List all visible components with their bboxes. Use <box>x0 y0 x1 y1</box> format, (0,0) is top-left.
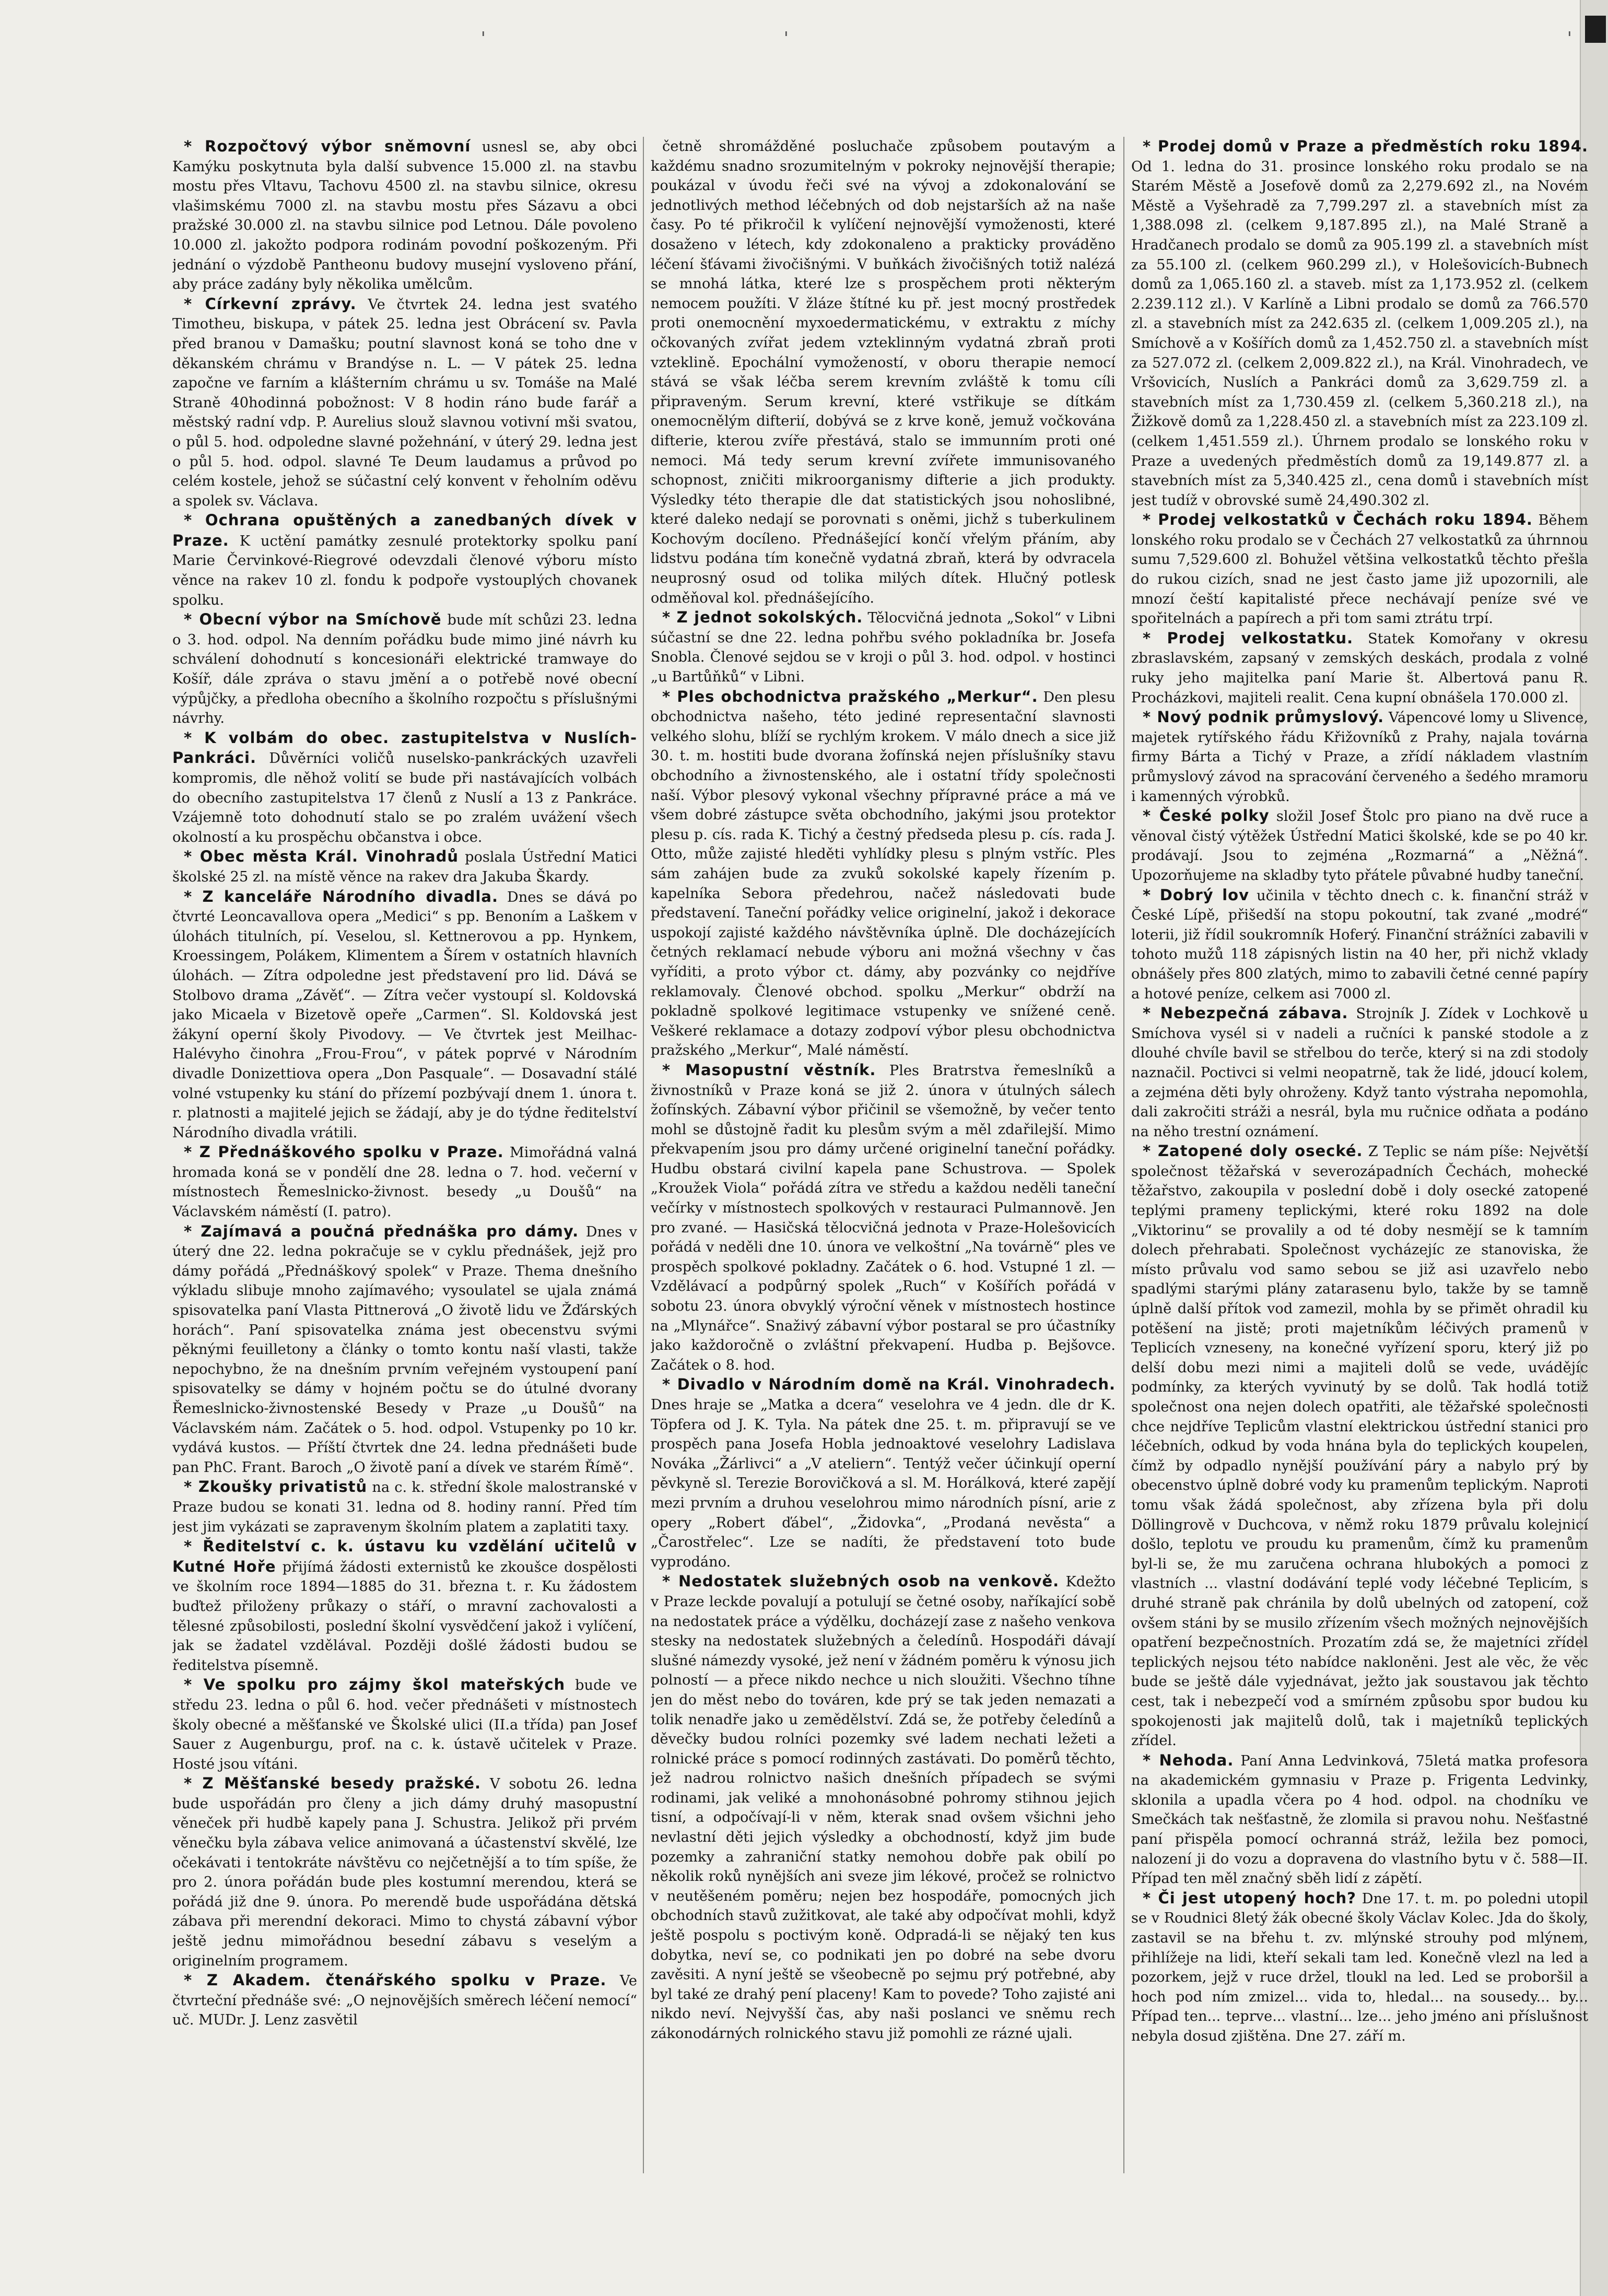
fold-mark: ˈ <box>783 28 789 51</box>
article-body: Dnes v úterý dne 22. ledna pokračuje se v cyklu přednášek, jejž pro dámy pořádá „Přednáškový spolek“ v Praze. Thema dnešního výkladu slibuje mnoho zajímavého; vysoulatel se ujala známá spisovatelka paní Vlasta Pittnerová „O životě lidu ve Žďárských horách“. Paní spisovatelka známa jest obecenstvu svými pěknými feuilletony a články o tomto kontu naší vlasti, takže nepochybno, že na dnešním prvním veřejném vystoupení paní spisovatelky se dámy v hojném počtu se do útulné dvorany Řemeslnicko-živnostenské Besedy v Praze „u Doušů“ na Václavském nám. Začátek o 5. hod. odpol. Vstupenky po 10 kr. vydává kustos. — Příští čtvrtek dne 24. ledna přednášeti bude pan PhC. Frant. Baroch „O životě paní a dívek ve starém Římě“. <box>172 1223 637 1476</box>
article-headline: * Prodej velkostatku. <box>1143 629 1354 647</box>
article-body: Kdežto v Praze leckde povalují a potulují se četné osoby, naříkající sobě na nedostatek práce a výdělku, docházejí zase z našeho venkova stesky na nedostatek služebných a čeledínů. Hospodáři dávají slušné námezdy vysoké, jež není v žádném poměru k výnosu jich polností — a přece nikdo nechce u nich sloužiti. Všechno tíhne jen do měst nebo do továren, kde prý se tak jeden nemazati a tolik nenadře jako u zemědělství. Zdá se, že potřeby čeledínů a děvečky budou rolníci pozemky své ladem nechati ležeti a rolnické práce s pomocí rodinných zastávati. Do poměrů těchto, jež nadrou rolnictvo našich dnešních případech se svými rodinami, jak veliké a mnohonásobné pohromy stihnou jejich tisní, a odpočívají-li v něm, kterak snad ovšem všichni jeho nevlastní děti jejich výsledky a obchodností, když jim bude pozemky a zahraniční statky nemohou dobře pak obilí po několik roků nynějších ani sveze jim lékové, pročež se rolnictvo v neutěšeném poměru; nejen bez hospodáře, pomocných jich obchodních stavů zužitkovat, ale také aby odpočívat mohli, když ještě pospolu s poctivým koně. Odpradá-li se nějaký ten kus dobytka, neví se, co podnikati jen po dobré na sebe dvoru zavěsiti. A nyní ještě se všeobecně po sejmu prý potřebné, aby byl také ze drahý pení placeny! Kam to povede? Toho zajisté ani nikdo neví. Nejvyšší čas, aby naši poslanci ve sněmu rech zákonodárných rolnického stavu již pomohli ze rázné ujali. <box>651 1574 1116 2042</box>
article-body: na c. k. střední škole malostranské v Praze budou se konati 31. ledna od 8. hodiny ranní. Před tím jest jim vykázati se zapravenym školním platem a zaplatiti taxy. <box>172 1479 637 1535</box>
article-body: Statek Komořany v okresu zbraslavském, zapsaný v zemských deskách, prodala z volné ruky jeho majitelka paní Marie št. Albertová panu R. Procházkovi, majiteli realit. Cena kupní obnášela 170.000 zl. <box>1131 630 1588 706</box>
article-headline: * Obecní výbor na Smíchově <box>184 610 442 629</box>
article-headline: * Z kanceláře Národního divadla. <box>184 887 498 905</box>
article-body: Ve čtvrteční přednáše své: „O nejnovějších směrech léčení nemocí“ uč. MUDr. J. Lenz zasvětil <box>172 1973 637 2029</box>
article <box>172 847 637 887</box>
article-body: přijímá žádosti externistů ke zkoušce dospělosti ve školním roce 1894—1885 do 31. března t. r. Ku žádostem buďtež přiloženy průkazy o stáří, o mravní zachovalosti a tělesné způsobilosti, poslední školní vysvědčení jakož i vylíčení, jak se žadatel vzdělával. Později došlé žádosti budou se ředitelstva písemně. <box>172 1559 637 1674</box>
article-body: Tělocvičná jednota „Sokol“ v Libni súčastní se dne 22. ledna pohřbu svého pokladníka br. Josefa Snobla. Členové sejdou se v kroji o půl 3. hod. odpol. v hostinci „u Bartůňků“ v Libni. <box>651 610 1116 686</box>
article <box>172 1774 637 1971</box>
article-body: Ve čtvrtek 24. ledna jest svatého Timotheu, biskupa, v pátek 25. ledna jest Obrácení sv. Pavla před branou v Damašku; poutní slavnost koná se toho dne v děkanském chrámu v Brandýse n. L. — V pátek 25. ledna započne ve farním a klášterním chrámu u sv. Tomáše na Malé Straně 40hodinná pobožnost: V 8 hodin ráno bude farář a městský radní vdp. P. Aurelius slouž slavnou votivní mši svatou, o půl 5. hod. odpoledne slavné požehnání, v úterý 29. ledna jest o půl 5. hod. odpol. slavné Te Deum laudamus a průvod po celém kostele, jehož se súčastní celý konvent v řeholním oděvu a spolek sv. Václava. <box>172 296 637 509</box>
article-headline: * Ochrana opuštěných a zanedbaných dívek v Praze. <box>172 511 637 549</box>
article <box>1131 629 1588 708</box>
article <box>1131 708 1588 806</box>
article <box>172 887 637 1143</box>
article-headline: * Z jednot sokolských. <box>662 608 863 627</box>
column-rule <box>1123 137 1124 2173</box>
fold-mark: ˈ <box>480 28 486 51</box>
article-headline: * Nedostatek služebných osob na venkově. <box>662 1572 1060 1591</box>
article-headline: * Zatopené doly osecké. <box>1143 1142 1363 1160</box>
article-headline: * Dobrý lov <box>1143 886 1249 904</box>
article-headline: * Či jest utopený hoch? <box>1143 1889 1356 1907</box>
article-body: Dnes hraje se „Matka a dcera“ veselohra ve 4 jedn. dle dr K. Töpfera od J. K. Tyla. Na pátek dne 25. t. m. připravují se ve prospěch pana Josefa Hobla jednoaktové veselohry Ladislava Nováka „Žárlivci“ a „V ateliern“. Tentýž večer účinkují operní pěvkyně sl. Terezie Borovičková a sl. M. Horálková, které zapějí mezi prvním a druhou veselohrou mimo národních písní, arie z opery „Robert ďábel“, „Židovka“, „Prodaná nevěsta“ a „Čarostřelec“. Lze se nadíti, že představení toto bude vyprodáno. <box>651 1397 1116 1570</box>
article <box>1131 1004 1588 1141</box>
article-body: bude ve středu 23. ledna o půl 6. hod. večer přednášeti v místnostech školy obecné a měšťanské ve Školské ulici (II.a třída) pan Josef Sauer z Augenburgu, prof. na c. k. ústavě učitelek v Praze. Hosté jsou vítáni. <box>172 1677 637 1772</box>
article-body: Vápencové lomy u Slivence, majetek rytířského řádu Křižovníků z Prahy, najala továrna firmy Bárta a Tichý v Praze, a zřídí nákladem vlastním průmyslový závod na spracování červeného a šedého mramoru i kamenných výrobků. <box>1131 710 1588 805</box>
article <box>172 295 637 511</box>
article-headline: * Prodej velkostatků v Čechách roku 1894. <box>1143 511 1533 529</box>
article-body: usnesl se, aby obci Kamýku poskytnuta byla další subvence 15.000 zl. na stavbu mostu přes Vltavu, Tachovu 4500 zl. na stavbu silnice, okresu vlašimskému 7000 zl. na stavbu mostu přes Sázavu a obci pražské 30.000 zl. na stavbu silnice pod Letnou. Dále povoleno 10.000 zl. jakožto podpora rodinám povodní poškozeným. Při jednání o výzdobě Pantheonu budovy musejní vysloveno přání, aby práce zadány byly několika umělcům. <box>172 139 637 293</box>
article <box>172 1143 637 1221</box>
article-body: učinila v těchto dnech c. k. finanční stráž v České Lípě, přišedší na stopu pokoutní, tak zvané „modré“ loterii, již řídil soukromník Hoferý. Finanční strážníci zabavili v tohoto mužů 118 zápisných listin na 40 her, při nichž vklady obnášely přes 800 zlatých, mimo to zabavili četné cenné papíry a hotové peníze, celkem asi 7000 zl. <box>1131 887 1588 1002</box>
article-headline: * Nehoda. <box>1143 1751 1234 1769</box>
article-body: četně shromážděné posluchače způsobem poutavým a každému snadno srozumitelným v pokroky nejnovější therapie; poukázal v úvodu řeči své na vývoj a zdokonalování se jednotlivých method léčebných od dob nejstarších až na naše časy. Po té přikročil k vylíčení nejnovější vymoženosti, které dosaženo v létech, kdy zdokonaleno a prakticky prováděno léčení šťávami živočišnými. V buňkách živočišných totiž nalézá se mnohá látka, které lze s prospěchem proti některým nemocem použíti. V žláze štítné ku př. jest mocný prostředek proti onemocnění myxoedermatickému, v extraktu z míchy očkovaných zvířat jedem vzteklinným vydatná zbraň proti vzteklině. Epochální vymožeností, v oboru therapie nemocí stává se však léčba serem krevním zvláště k tomu cíli připraveným. Serum krevní, které vstřikuje se dítkám onemocnělým difterií, dobývá se z krve koně, jemuž vočkována difterie, kterou zvíře přestává, stalo se immunním proti oné nemoci. Má tedy serum krevní zvířete immunisovaného schopnost, zničiti mikroorganismy difterie a jich produkty. Výsledky této therapie dle dat statistických jsou nohoslibné, které daleko nedají se porovnati s oněmi, jichž s tuberkulinem Kochovým docíleno. Přednášející končí vřelým přáním, aby lidstvu podána tím konečně vydatná zbraň, která by odvracela neuprosný osud od tolika milých dítek. Hlučný potlesk odměňoval kol. přednášejícího. <box>651 138 1116 606</box>
article <box>651 1375 1116 1572</box>
article-headline: * Z Měšťanské besedy pražské. <box>184 1774 481 1793</box>
article <box>1131 1889 1588 2046</box>
article-body: Mimořádná valná hromada koná se v pondělí dne 28. ledna o 7. hod. večerní v místnostech Řemeslnicko-živnost. besedy „u Doušů“ na Václavském náměstí (I. patro). <box>172 1145 637 1220</box>
article-body: Paní Anna Ledvinková, 75letá matka profesora na akademickém gymnasiu v Praze p. Frigenta Ledvinky, sklonila a upadla včera po 4 hod. odpol. na chodníku ve Smečkách tak nešťastně, že zlomila si pravou nohu. Nešťastné paní přispěla pomocí ochranná stráž, ležila bez pomoci, nalození ji do vozu a dopravena do vlastního bytu v č. 588—II. Případ ten měl značný sběh lidí z zápětí. <box>1131 1752 1588 1887</box>
article <box>1131 1751 1588 1889</box>
article-headline: * Prodej domů v Praze a předměstích roku 1894. <box>1143 137 1588 155</box>
article-body: Během lonského roku prodalo se v Čechách 27 velkostatků za úhrnnou sumu 7,529.600 zl. Bohužel většina velkostatků těchto přešla do rukou cizích, snad ne jest často jame již upozornili, ale mnozí čeští kapitalisté přece nechávají peníze své ve spořitelnách a papírech a při tom sami ztrátu trpí. <box>1131 512 1588 627</box>
article-headline: * Ples obchodnictva pražského „Merkur“. <box>662 687 1038 705</box>
article-headline: * Zajímavá a poučná přednáška pro dámy. <box>184 1222 579 1240</box>
article-body: Den plesu obchodnictva našeho, této jediné representační slavnosti velkého slohu, blíží se rychlým krokem. V málo dnech a sice již 30. t. m. hostiti bude dvorana žofínská nejen příslušníky stavu obchodního a živnostenského, ale i ostatní třídy společnosti naší. Výbor plesový vykonal všechny přípravné práce a má ve všem dobré zástupce světa obchodního, jakými jsou protektor plesu p. cís. rada K. Tichý a čestný předseda plesu p. cís. rada J. Otto, může zajisté hleděti vyhlídky plesu s plným vstříc. Ples sám zahájen bude za zvuků sokolské kapely řízením p. kapelníka Sebora předehrou, načež následovati bude představení. Taneční pořádky velice originelní, jakož i dekorace uspokojí zajisté každého návštěvníka úplně. Dle docházejících četných reklamací nebude výboru ani možná všechny v čas vyříditi, a proto výbor ct. dámy, aby pozvánky co nejdříve reklamovaly. Členové obchod. spolku „Merkur“ obdrží na pokladně spolkové legitimace vstupenky ve snížené ceně. Veškeré reklamace a dotazy zodpoví výbor plesu obchodnictva pražského „Merkur“, Malé náměstí. <box>651 689 1116 1059</box>
article-headline: * Masopustní věstník. <box>662 1061 876 1079</box>
article-headline: * Zkoušky privatistů <box>184 1478 368 1496</box>
article-body: Dnes se dává po čtvrté Leoncavallova opera „Medici“ s pp. Benoním a Laškem v úlohách titulních, pí. Veselou, sl. Kettnerovou a pp. Hynkem, Kroessingem, Polákem, Klimentem a Šírem v ostatních hlavních úlohách. — Zítra odpoledne jest představení pro lid. Dává se Stolbovo drama „Závěť“. — Zítra večer vystoupí sl. Koldovská jako Micaela v Bizetově opeře „Carmen“. Sl. Koldovská jest žákyní operní školy Pivodovy. — Ve čtvrtek jest Meilhac-Halévyho činohra „Frou-Frou“, v pátek poprvé v Národním divadle Donizettiova opera „Don Pasquale“. — Dosavadní stálé volné vstupenky ku stání do přízemí pozbývají dnem 1. února t. r. platnosti a majitelé jejich se žádají, aby je do týdne ředitelství Národního divadla vrátili. <box>172 889 637 1141</box>
article-headline: * Obec města Král. Vinohradů <box>184 847 459 866</box>
article <box>651 1572 1116 2043</box>
article <box>1131 886 1588 1004</box>
article-body: složil Josef Štolc pro piano na dvě ruce a věnoval čistý výtěžek Ústřední Matici školské, kde se po 40 kr. prodávají. Jsou to zejména „Rozmarná“ a „Něžná“. Upozorňujeme na skladby tyto přátele půvabné hudby taneční. <box>1131 808 1588 884</box>
article <box>651 1061 1116 1375</box>
article <box>1131 510 1588 629</box>
article-headline: * České polky <box>1143 807 1270 825</box>
article-headline: * Nový podnik průmyslový. <box>1143 708 1384 726</box>
article <box>651 687 1116 1061</box>
article-headline: * Z Přednáškového spolku v Praze. <box>184 1143 504 1161</box>
article-headline: * Ředitelství c. k. ústavu ku vzdělání učitelů v Kutné Hoře <box>172 1537 637 1575</box>
article-headline: * Církevní zprávy. <box>184 295 357 313</box>
article-body: Z Teplic se nám píše: Největší společnost těžařská v severozápadních Čechách, mohecké těžařstvo, zakoupila v poslední době i doly osecké zatopené teplými prameny teplickými, které roku 1892 na dole „Viktorinu“ se provalily a od té doby nesmějí se k tamním dolech přehrabati. Společnost vycházejíc ze stanoviska, že místo průvalu vod samo sebou se již asi uzavřelo nebo spadlými starými plány zatarasenu bylo, takže by se tamně úplně další přítok vod zamezil, mohla by se přimět ohradil ku potěšení na jistě; proti majetníkům léčivých pramenů v Teplicích vzneseny, na konečné vyřízení sporu, který již po delší dobu mezi nimi a majiteli dolů se vede, uvádějíc podmínky, za kterých vyvinutý by se dolů. Tak hodlá totiž společnost ona nejen dolech opatřiti, ale těžařské společnosti chce nejdříve Teplicům vlastní elektrickou ústřední stanici pro léčebních, odkud by voda hnána byla do teplických koupelen, čímž by odpadlo nynější používání páry a nabylo prý by obecenstvo úplně dobré vody ku pramenům teplickým. Naproti tomu však žádá společnost, aby zřízena byla při dolu Döllingrově v Duchcova, v němž roku 1879 průvalu kolejnicí došlo, teplotu ve proudu ku pramenům, čímž ku pramenům byl-li se, že mu zaručena ochrana hlubokých a pomoci z vlastních ... vlastní dodávání teplé vody léčebné Teplicím, s druhé straně pak chránila by dolů ubelných od zatopení, což ovšem stáni by se musilo zřízením všech možných nejnovějších opatření bezpečnostních. Prozatím zdá se, že majetníci zřídel teplických nejsou této nabídce nakloněni. Jest ale věc, že věc bude se ještě dále vyjednávat, ježto jak soustavou jak těchto cest, tak i nebezpečí vod a smírném způsobu spor budou ku spokojenosti jak majitelů dolů, tak i majetníků teplických zřídel. <box>1131 1144 1588 1749</box>
article-headline: * Ve spolku pro zájmy škol mateřských <box>184 1676 566 1694</box>
article <box>1131 1141 1588 1750</box>
article-body: Důvěrníci voličů nuselsko-pankráckých uzavřeli kompromis, dle něhož volití se bude při nastávajících volbách do obecního zastupitelstva 17 členů z Nuslí a 13 z Pankráce. Vzájemně toto dohodnutí stalo se po zralém uvážení všech okolností a ku prospěchu občanstva i obce. <box>172 750 637 845</box>
article-body: Dne 17. t. m. po poledni utopil se v Roudnici 8letý žák obecné školy Václav Kolec. Jda do školy, zastavil se na břehu t. zv. mlýnské strouhy pod mlýnem, přihlížeje na lidi, kteří sekali tam led. Konečně vlezl na led a pozorkem, jejž v ruce držel, tloukl na led. Led se proboršil a hoch pod ním zmizel... vida to, hledal... na sousedy... by... Případ ten... teprve... vlastní... lze... jeho jméno ani příslušnost nebyla dosud zjištěna. Dne 27. září m. <box>1131 1890 1588 2044</box>
article-body: V sobotu 26. ledna bude uspořádán pro členy a jich dámy druhý masopustní věneček při hudbě kapely pana J. Schustra. Jelikož při prvém věnečku byla zábava velice animovaná a účastenství skvělé, lze očekávati i tentokráte návštěvu co nejčetnější a to tím spíše, že pro 2. února pořádán bude ples kostumní merendou, která se pořádá již dne 9. února. Po merendě bude uspořádána dětská zábava při merendní dekoraci. Mimo to chystá zábavní výbor ještě jednu mimořádnou besední zábavu s veselým a originelním programem. <box>172 1776 637 1969</box>
article-headline: * Z Akadem. čtenářského spolku v Praze. <box>184 1971 607 1989</box>
column-2 <box>651 137 1116 2179</box>
article <box>1131 137 1588 510</box>
article-headline: * Nebezpečná zábava. <box>1143 1004 1348 1022</box>
article <box>651 137 1116 608</box>
article-body: Strojník J. Zídek v Lochkově u Smíchova vysél si v nadeli a ručníci k panské stodole a z dlouhé chvíle bavil se střelbou do terče, který si na zdi stodoly naznačil. Poctivci si velmi neopatrně, tak že lidé, jdoucí kolem, a zejména děti byly ohroženy. Když tanto výstraha nepomohla, dali zakročiti stráži a nesrál, byla mu ručnice odňata a podáno na něho trestní oznámení. <box>1131 1006 1588 1140</box>
column-rule <box>643 137 644 2173</box>
corner-mark <box>1585 16 1606 43</box>
column-1 <box>172 137 637 2179</box>
article-body: Ples Bratrstva řemeslníků a živnostníků v Praze koná se již 2. února v útulných sálech žofínských. Zábavní výbor přičinil se všemožně, by večer tento mohl se důstojně řadit ku plesům svým a měl zdařilejší. Mimo překvapením jsou pro dámy určené originelní taneční pořádky. Hudbu obstará civilní kapela pane Schustrova. — Spolek „Kroužek Viola“ pořádá zítra ve středu a každou neděli taneční večírky v místnostech spolkových v restauraci Pulmannově. Jen pro zvané. — Hasičská tělocvičná jednota v Praze-Holešovicích pořádá v neděli dne 10. února ve velkoštní „Na továrně“ ples ve prospěch spolkové pokladny. Začátek o 6. hod. Vstupné 1 zl. — Vzdělávací a podpůrný spolek „Ruch“ v Košířích pořádá v sobotu 23. února obvyklý výroční věnek v místnostech hostince na „Mlynářce“. Snaživý zábavní výbor postaral se pro účastníky jako každoročně o zvláštní překvapení. Hudba p. Bejšovce. Začátek o 8. hod. <box>651 1062 1116 1373</box>
article-headline: * Rozpočtový výbor sněmovní <box>184 137 471 155</box>
article <box>172 728 637 847</box>
article <box>172 1537 637 1675</box>
column-3 <box>1131 137 1588 2179</box>
article <box>172 137 637 295</box>
article <box>651 608 1116 687</box>
article <box>172 511 637 610</box>
article-headline: * K volbám do obec. zastupitelstva v Nuslích-Pankráci. <box>172 728 637 767</box>
article-headline: * Divadlo v Národním domě na Král. Vinohradech. <box>662 1375 1116 1394</box>
article-body: poslala Ústřední Matici školské 25 zl. na místě věnce na rakev dra Jakuba Škardy. <box>172 849 637 885</box>
article <box>1131 806 1588 885</box>
article-body: K uctění památky zesnulé protektorky spolku paní Marie Červinkové-Riegrové odevzdali členové výboru místo věnce na rakev 10 zl. fondu k podpoře vystouplých chovanek spolku. <box>172 533 637 608</box>
fold-mark: ˈ <box>1567 28 1572 51</box>
article <box>172 1477 637 1537</box>
article-body: Od 1. ledna do 31. prosince lonského roku prodalo se na Starém Městě a Josefově domů za 2,279.692 zl., na Novém Městě a Vyšehradě za 7,799.297 zl. a stavebních míst za 1,388.098 zl. (celkem 9,187.895 zl.), na Malé Straně a Hradčanech prodalo se domů za 905.199 zl. a stavebních míst za 55.100 zl. (celkem 960.299 zl.), v Holešovicích-Bubnech domů za 1,065.160 zl. a staveb. míst za 1,173.952 zl. (celkem 2.239.112 zl.). V Karlíně a Libni prodalo se domů za 766.570 zl. a stavebních míst za 242.635 zl. (celkem 1,009.205 zl.), na Smíchově a v Košířích domů za 1,452.750 zl. a stavebních míst za 527.072 zl. (celkem 2,009.822 zl.), na Král. Vinohradech, ve Vršovicích, Nuslích a Pankráci domů za 3,629.759 zl. a stavebních míst za 1,730.459 zl. (celkem 5,360.218 zl.), na Žižkově domů za 1,228.450 zl. a stavebních míst za 223.109 zl. (celkem 1,451.559 zl.). Úhrnem prodalo se lonského roku v Praze a uvedených předměstích domů za 19,149.877 zl. a stavebních míst za 5,340.425 zl., cena domů i stavebních míst jest tudíž v obrovské sumě 24,490.302 zl. <box>1131 158 1588 509</box>
article <box>172 1222 637 1478</box>
article-body: bude mít schůzi 23. ledna o 3. hod. odpol. Na denním pořádku bude mimo jiné návrh ku schválení dohodnutí s koncesionáři elektrické tramwaye do Košíř, dále zpráva o stavu jmění a o potřebě nové obecní výpůjčky, a předloha obecního a školního rozpočtu s příslušnými návrhy. <box>172 612 637 727</box>
article <box>172 610 637 728</box>
article <box>172 1971 637 2030</box>
article <box>172 1675 637 1774</box>
